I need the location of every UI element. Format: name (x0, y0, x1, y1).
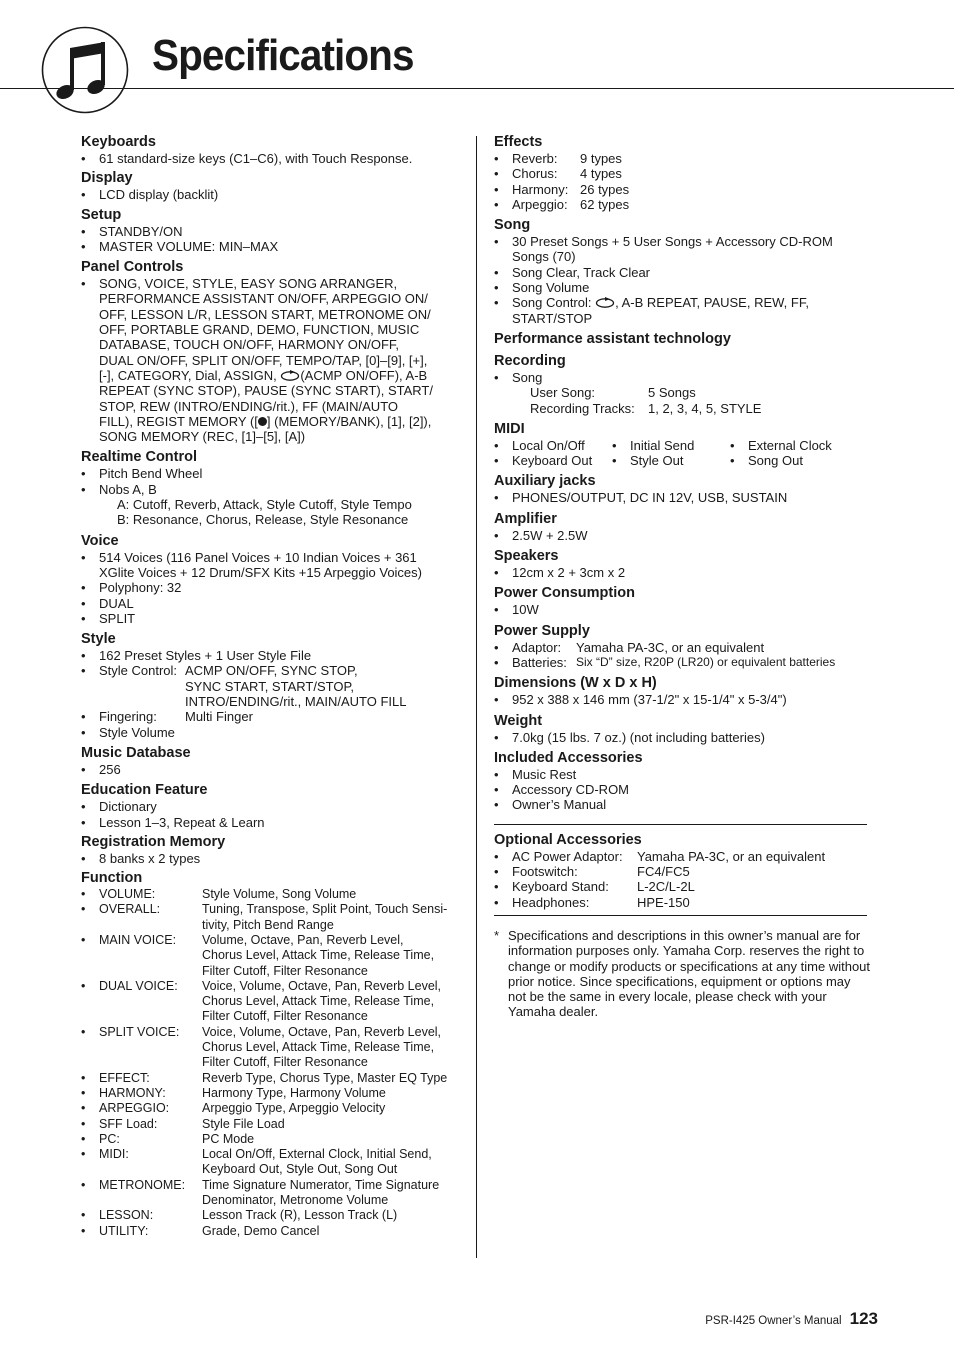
item-label: • Style Control: (99, 663, 178, 679)
sub-item (494, 385, 874, 400)
text-line: Reverb Type, Chorus Type, Master EQ Type (202, 1070, 448, 1085)
list-item (494, 640, 874, 655)
list-item: • 61 standard-size keys (C1–C6), with Touch Response. (81, 151, 466, 166)
column-divider (476, 136, 477, 1258)
list-item: • Nobs A, B (81, 482, 466, 497)
function-row (81, 1025, 466, 1071)
item-label: • Batteries: (512, 654, 567, 670)
text-line: • 514 Voices (116 Panel Voices + 10 Indian Voices + 361 (99, 549, 417, 565)
item-value: 1, 2, 3, 4, 5, STYLE (648, 400, 762, 416)
function-label: • OVERALL: (99, 902, 161, 917)
text-segment: ] (MEMORY/BANK), [1], [2]), (266, 413, 432, 429)
text-line: Filter Cutoff, Filter Resonance (202, 1055, 368, 1070)
section-heading: Music Database (81, 744, 191, 761)
section-heading: Auxiliary jacks (494, 473, 596, 490)
text-segment: FILL), REGIST MEMORY ([ (99, 413, 258, 429)
section-heading: Recording (494, 352, 566, 369)
item-label: Recording Tracks: (530, 400, 635, 416)
function-label: • PC: (99, 1131, 120, 1146)
list-item (494, 166, 874, 181)
function-label: • MIDI: (99, 1147, 129, 1162)
text-line: Volume, Octave, Pan, Reverb Level, (202, 932, 404, 947)
optional-list (494, 849, 874, 910)
manual-label: PSR-I425 Owner’s Manual (705, 1315, 842, 1327)
list-item (494, 197, 874, 212)
function-values (202, 1117, 285, 1132)
function-values (202, 1178, 439, 1209)
section-heading: Voice (81, 532, 119, 549)
list-item: • 162 Preset Styles + 1 User Style File (81, 648, 466, 663)
function-label: • HARMONY: (99, 1085, 166, 1100)
item-value: L-2C/L-2L (637, 879, 695, 895)
section-performance-assistant (494, 330, 874, 348)
section-heading: Style (81, 631, 116, 648)
section-effects (494, 133, 874, 212)
function-label: • SPLIT VOICE: (99, 1024, 180, 1039)
list-item: • 12cm x 2 + 3cm x 2 (494, 565, 874, 580)
function-row (81, 1086, 466, 1101)
right-column (494, 133, 874, 1020)
section-heading: Included Accessories (494, 749, 643, 766)
list-item: • Owner’s Manual (494, 797, 874, 812)
text-line: Tuning, Transpose, Split Point, Touch Sensi- (202, 902, 448, 917)
left-column (81, 133, 466, 1239)
section-heading: Effects (494, 134, 543, 150)
divider (494, 915, 867, 916)
item-label: • Keyboard Stand: (512, 879, 609, 895)
function-label: • ARPEGGIO: (99, 1101, 170, 1116)
text-line: STOP, REW (INTRO/ENDING/rit.), FF (MAIN/AUTO (99, 398, 399, 414)
item-value: 9 types (580, 151, 622, 166)
divider (494, 824, 867, 825)
text-segment: [-], CATEGORY, Dial, ASSIGN, (99, 367, 277, 383)
item-label: • Footswitch: (512, 864, 578, 880)
item-label: • Harmony: (512, 181, 569, 197)
list-item: • LCD display (backlit) (81, 187, 466, 202)
section-heading: Setup (81, 206, 122, 223)
section-keyboards (81, 133, 466, 166)
text-line: • 30 Preset Songs + 5 User Songs + Accessory CD-ROM (512, 234, 833, 250)
text-line (99, 414, 466, 429)
function-values (202, 1071, 447, 1086)
function-row (81, 902, 466, 933)
list-item: • MASTER VOLUME: MIN–MAX (81, 239, 466, 254)
acmp-circle-arrow-icon (280, 370, 300, 381)
section-auxiliary-jacks (494, 472, 874, 505)
text-line: Style Volume, Song Volume (202, 887, 357, 902)
midi-item: • Style Out (612, 453, 730, 468)
text-line: Songs (70) (512, 249, 576, 265)
function-label: • MAIN VOICE: (99, 932, 177, 947)
function-label: • UTILITY: (99, 1223, 149, 1238)
list-item: • 256 (81, 762, 466, 777)
text-line: SONG MEMORY (REC, [1]–[5], [A]) (99, 429, 306, 445)
list-item: • Song (494, 370, 874, 385)
list-item (494, 895, 874, 910)
item-value: Yamaha PA-3C, or an equivalent (576, 639, 765, 655)
list-item: • 952 x 388 x 146 mm (37-1/2" x 15-1/4" x 5-3/4") (494, 692, 874, 707)
text-line: Style File Load (202, 1116, 285, 1131)
list-item: • 8 banks x 2 types (81, 851, 466, 866)
list-item: • 10W (494, 602, 874, 617)
sub-item: A: Cutoff, Reverb, Attack, Style Cutoff, Style Tempo (117, 497, 412, 513)
list-item (81, 709, 466, 724)
midi-item: • Local On/Off (494, 438, 612, 453)
section-included-accessories (494, 749, 874, 813)
list-item: • 7.0kg (15 lbs. 7 oz.) (not including batteries) (494, 730, 874, 745)
item-label: User Song: (530, 385, 596, 401)
item-value: 26 types (580, 181, 630, 197)
list-item: • SPLIT (81, 611, 466, 626)
section-recording (494, 352, 874, 416)
function-row (81, 1117, 466, 1132)
list-item: • Pitch Bend Wheel (81, 466, 466, 481)
function-row (81, 887, 466, 902)
list-item (81, 276, 466, 444)
text-segment: (ACMP ON/OFF), A-B (300, 367, 428, 383)
text-segment: , A-B REPEAT, PAUSE, REW, FF, (615, 295, 809, 311)
text-line (512, 295, 874, 310)
text-line (99, 368, 466, 383)
midi-grid (494, 438, 874, 469)
section-power-consumption (494, 584, 874, 617)
list-item: • DUAL (81, 596, 466, 611)
section-heading: Performance assistant technology (494, 330, 731, 347)
section-dimensions (494, 674, 874, 707)
page-title: Specifications (152, 31, 414, 80)
function-row (81, 1178, 466, 1209)
section-heading: Registration Memory (81, 833, 226, 850)
function-row (81, 1071, 466, 1086)
item-value: Six “D” size, R20P (LR20) or equivalent batteries (576, 654, 836, 669)
filled-circle-icon (258, 417, 267, 426)
section-heading: Power Supply (494, 622, 590, 639)
text-line: Voice, Volume, Octave, Pan, Reverb Level, (202, 1024, 442, 1039)
item-label: • AC Power Adaptor: (512, 848, 623, 864)
item-label: • Chorus: (512, 166, 558, 182)
function-label: • EFFECT: (99, 1070, 150, 1085)
text-line: Arpeggio Type, Arpeggio Velocity (202, 1101, 386, 1116)
section-heading: Optional Accessories (494, 831, 642, 848)
text-line: INTRO/ENDING/rit., MAIN/AUTO FILL (185, 694, 407, 710)
text-line: Filter Cutoff, Filter Resonance (202, 963, 368, 978)
function-values (202, 887, 356, 902)
function-row (81, 1132, 466, 1147)
section-heading: Panel Controls (81, 259, 184, 276)
text-line: ACMP ON/OFF, SYNC STOP, (185, 663, 358, 679)
list-item (494, 849, 874, 864)
text-line: • SONG, VOICE, STYLE, EASY SONG ARRANGER, (99, 276, 398, 292)
list-item: • Music Rest (494, 767, 874, 782)
section-heading: Dimensions (W x D x H) (494, 675, 657, 692)
function-values (202, 1086, 386, 1101)
text-line: START/STOP (512, 310, 593, 326)
function-label: • METRONOME: (99, 1177, 186, 1192)
text-line: DATABASE, TOUCH ON/OFF, HARMONY ON/OFF, (99, 337, 399, 353)
list-item: • Polyphony: 32 (81, 580, 466, 595)
function-values (202, 979, 441, 1025)
midi-row (494, 438, 874, 453)
section-realtime-control (81, 448, 466, 527)
item-label: • Headphones: (512, 894, 590, 910)
text-line: Grade, Demo Cancel (202, 1223, 320, 1238)
list-item (494, 182, 874, 197)
function-row (81, 979, 466, 1025)
list-item (494, 234, 874, 265)
function-row (81, 1101, 466, 1116)
section-registration-memory (81, 833, 466, 866)
section-style (81, 630, 466, 740)
text-line: Chorus Level, Attack Time, Release Time, (202, 1040, 435, 1055)
section-heading: Keyboards (81, 134, 156, 150)
footnote: * Specifications and descriptions in this owner’s manual are for information purposes only. Yamaha Corp. reserves the right to change or modify products or specifications at any time without prior notice. Since specifications, equipment or options may not be the same in every locale, please check with your Yamaha dealer. (494, 928, 870, 1020)
section-heading: MIDI (494, 420, 525, 437)
text-line: DUAL ON/OFF, SPLIT ON/OFF, TEMPO/TAP, [0]–[9], [+], (99, 352, 428, 368)
section-music-database (81, 744, 466, 777)
text-line: OFF, PORTABLE GRAND, DEMO, FUNCTION, MUSIC (99, 322, 420, 338)
text-line: XGlite Voices + 12 Drum/SFX Kits +15 Arpeggio Voices) (99, 564, 422, 580)
list-item (494, 655, 874, 670)
section-power-supply (494, 622, 874, 671)
text-line: PERFORMANCE ASSISTANT ON/OFF, ARPEGGIO ON/ (99, 291, 428, 307)
sub-item (494, 401, 874, 416)
text-line: OFF, LESSON L/R, LESSON START, METRONOME ON/ (99, 306, 431, 322)
function-label: • DUAL VOICE: (99, 978, 178, 993)
text-segment: Song Control: (512, 295, 592, 311)
function-label: • SFF Load: (99, 1116, 158, 1131)
midi-item: • External Clock (730, 438, 848, 453)
list-item: • STANDBY/ON (81, 224, 466, 239)
text-line: Time Signature Numerator, Time Signature (202, 1177, 440, 1192)
list-item: • Accessory CD-ROM (494, 782, 874, 797)
section-heading: Amplifier (494, 510, 557, 527)
section-voice (81, 532, 466, 626)
text-line: Chorus Level, Attack Time, Release Time, (202, 948, 435, 963)
title-rule (0, 88, 954, 89)
text-line: Harmony Type, Harmony Volume (202, 1085, 386, 1100)
text-line: REPEAT (SYNC STOP), PAUSE (SYNC START), START/ (99, 383, 433, 399)
item-label: • Adaptor: (512, 639, 562, 655)
function-label: • VOLUME: (99, 887, 156, 902)
function-values (202, 1147, 432, 1178)
section-optional-accessories (494, 831, 874, 910)
text-line: Filter Cutoff, Filter Resonance (202, 1009, 368, 1024)
item-value: HPE-150 (637, 894, 690, 910)
effects-list (494, 151, 874, 212)
sub-item: B: Resonance, Chorus, Release, Style Resonance (117, 512, 409, 528)
item-value: FC4/FC5 (637, 864, 690, 880)
section-setup (81, 206, 466, 255)
list-item: • Dictionary (81, 799, 466, 814)
section-amplifier (494, 510, 874, 543)
midi-row (494, 453, 874, 468)
section-speakers (494, 547, 874, 580)
item-value: 5 Songs (648, 385, 696, 401)
text-line: Local On/Off, External Clock, Initial Send, (202, 1147, 432, 1162)
list-item: • Song Volume (494, 280, 874, 295)
function-label: • LESSON: (99, 1208, 154, 1223)
section-heading: Function (81, 870, 143, 887)
function-values (202, 1132, 254, 1147)
text-line: Voice, Volume, Octave, Pan, Reverb Level, (202, 978, 442, 993)
section-heading: Weight (494, 712, 543, 729)
section-heading: Realtime Control (81, 449, 198, 466)
section-heading: Song (494, 217, 531, 234)
section-panel-controls (81, 258, 466, 444)
section-song (494, 216, 874, 326)
item-value: Yamaha PA-3C, or an equivalent (637, 848, 826, 864)
section-heading: Speakers (494, 548, 559, 565)
text-line: SYNC START, START/STOP, (185, 678, 355, 694)
function-values (202, 1224, 319, 1239)
text-line: Keyboard Out, Style Out, Song Out (202, 1162, 398, 1177)
function-row (81, 933, 466, 979)
function-row (81, 1224, 466, 1239)
list-item (494, 151, 874, 166)
list-item (81, 663, 466, 709)
list-item (81, 550, 466, 581)
function-list (81, 887, 466, 1239)
list-item: • 2.5W + 2.5W (494, 528, 874, 543)
section-display (81, 169, 466, 202)
music-note-icon (41, 26, 129, 114)
section-function (81, 869, 466, 1239)
item-label: • Fingering: (99, 709, 157, 725)
list-item: • Style Volume (81, 725, 466, 740)
text-line: Chorus Level, Attack Time, Release Time, (202, 994, 435, 1009)
function-values (202, 1101, 385, 1116)
function-row (81, 1208, 466, 1223)
section-midi (494, 420, 874, 469)
list-item (494, 879, 874, 894)
midi-item: • Song Out (730, 453, 848, 468)
list-item: • Song Clear, Track Clear (494, 265, 874, 280)
item-label: • Reverb: (512, 151, 558, 166)
song-circle-arrow-icon (595, 297, 615, 308)
item-value: Multi Finger (185, 709, 253, 725)
section-weight (494, 712, 874, 745)
list-item (494, 295, 874, 326)
item-value: 62 types (580, 196, 630, 212)
function-values (202, 1025, 441, 1071)
item-label: • Arpeggio: (512, 196, 568, 212)
function-values (202, 1208, 397, 1223)
item-value: 4 types (580, 166, 622, 182)
text-line: PC Mode (202, 1131, 255, 1146)
function-values (202, 933, 434, 979)
function-row (81, 1147, 466, 1178)
midi-item: • Keyboard Out (494, 453, 612, 468)
section-heading: Education Feature (81, 782, 208, 799)
function-values (202, 902, 447, 933)
section-education-feature (81, 781, 466, 830)
page-footer (705, 1309, 878, 1329)
text-line: tivity, Pitch Bend Range (202, 917, 334, 932)
text-line: Denominator, Metronome Volume (202, 1193, 389, 1208)
section-heading: Power Consumption (494, 585, 635, 602)
list-item (494, 864, 874, 879)
list-item: • PHONES/OUTPUT, DC IN 12V, USB, SUSTAIN (494, 490, 874, 505)
page-number: 123 (849, 1309, 878, 1328)
list-item: • Lesson 1–3, Repeat & Learn (81, 815, 466, 830)
text-line: Lesson Track (R), Lesson Track (L) (202, 1208, 398, 1223)
midi-item: • Initial Send (612, 438, 730, 453)
section-heading: Display (81, 170, 133, 187)
